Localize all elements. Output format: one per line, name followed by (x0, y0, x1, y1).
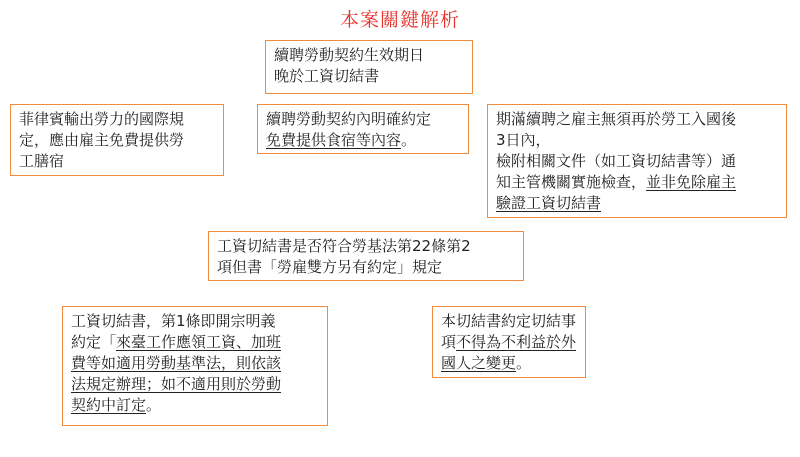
underlined-text: 不得為不利益於外 (456, 333, 577, 351)
box-text-line: 定，應由雇主免費提供勞 (19, 131, 185, 149)
text-plain: 知主管機關實施檢查， (496, 173, 647, 191)
underlined-text: 費等如適用勞動基準法，則依該 (71, 354, 282, 372)
box-text-line: 續聘勞動契約生效期日 (274, 46, 425, 64)
box-text-line (496, 172, 778, 193)
box-text-line: 工膳宿 (19, 152, 65, 170)
box-text-line (441, 353, 577, 374)
text-tail: 。 (516, 354, 532, 372)
box-text-line: 晚於工資切結書 (274, 67, 380, 85)
box-text-line: 檢附相關文件（如工資切結書等）通 (496, 152, 737, 170)
box-wage-affidavit-article1 (62, 306, 328, 426)
text-tail: 。 (401, 131, 417, 149)
text-tail: 。 (146, 396, 162, 414)
slide-title: 本案關鍵解析 (339, 9, 460, 31)
box-philippines-rule (10, 104, 224, 176)
underlined-text: 國人之變更 (441, 354, 517, 372)
text-plain: 項 (441, 333, 457, 351)
box-inspection-note (487, 104, 787, 218)
box-text-line (71, 395, 319, 416)
box-text-line (71, 374, 319, 395)
box-text-line: 本切結書約定切結事 (441, 312, 577, 330)
underlined-text: 免費提供食宿等內容 (266, 131, 402, 149)
box-text-line (441, 332, 577, 353)
underlined-text: 並非免除雇主 (646, 173, 737, 191)
text-plain: 約定「 (71, 333, 117, 351)
box-text-line (496, 193, 778, 214)
box-text-line: 續聘勞動契約內明確約定 (266, 110, 432, 128)
box-text-line: 3日內， (496, 131, 551, 149)
underlined-text: 來臺工作應領工資、加班 (116, 333, 282, 351)
box-text-line: 工資切結書是否符合勞基法第22條第2 (217, 237, 471, 255)
box-text-line: 項但書「勞雇雙方另有約定」規定 (217, 258, 443, 276)
box-contract-effective-date (265, 40, 473, 94)
box-text-line: 菲律賓輸出勞力的國際規 (19, 110, 185, 128)
box-text-line (266, 130, 460, 151)
box-labor-standards-question (208, 231, 524, 281)
box-text-line: 工資切結書，第1條即開宗明義 (71, 312, 276, 330)
box-no-adverse-change (432, 306, 586, 378)
box-text-line (71, 332, 319, 353)
box-renewal-contract-terms (257, 104, 469, 154)
underlined-text: 驗證工資切結書 (496, 194, 602, 212)
underlined-text: 法規定辦理；如不適用則於勞動 (71, 375, 282, 393)
box-text-line: 期滿續聘之雇主無須再於勞工入國後 (496, 110, 737, 128)
box-text-line (71, 353, 319, 374)
underlined-text: 契約中訂定 (71, 396, 147, 414)
